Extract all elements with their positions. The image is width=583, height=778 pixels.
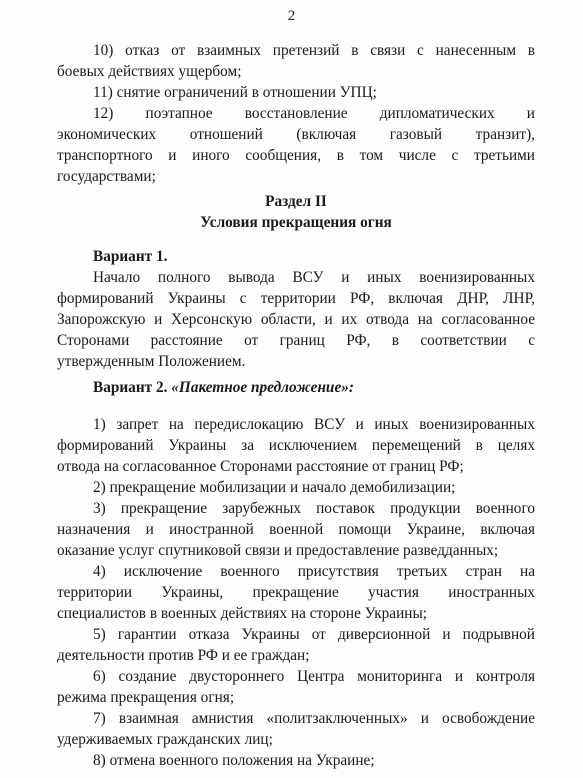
variant-1-line-2: формирований Украины с территории РФ, включая ДНР, ЛНР, — [57, 290, 535, 307]
variant-2-heading — [57, 378, 571, 398]
section-title: Условия прекращения огня — [200, 214, 392, 231]
v2-item-7-line-2: удерживаемых гражданских лиц; — [57, 731, 273, 748]
v2-item-4-line-1: 4) исключение военного присутствия третьих стран на — [93, 563, 535, 580]
page-number: 2 — [287, 8, 296, 24]
variant-1-line-1: Начало полного вывода ВСУ и иных военизированных — [93, 269, 535, 286]
v2-item-5-line-1: 5) гарантии отказа Украины от диверсионной и подрывной — [93, 626, 535, 643]
item-12-line-3: транспортного и иного сообщения, в том числе с третьими — [57, 147, 535, 164]
item-10-line-2: боевых действиях ущербом; — [57, 63, 242, 80]
variant-1-heading: Вариант 1. — [93, 248, 168, 265]
v2-item-2: 2) прекращение мобилизации и начало демобилизации; — [93, 479, 456, 496]
v2-item-5-line-2: деятельности против РФ и ее граждан; — [57, 647, 310, 664]
item-10-line-1: 10) отказ от взаимных претензий в связи с нанесенным в — [93, 42, 535, 59]
item-12-line-2: экономических отношений (включая газовый транзит), — [57, 126, 535, 143]
item-12-line-1: 12) поэтапное восстановление дипломатических и — [93, 105, 535, 122]
item-12-line-4: государствами; — [57, 168, 156, 185]
item-11: 11) снятие ограничений в отношении УПЦ; — [93, 84, 377, 101]
v2-item-4-line-2: территории Украины, прекращение участия иностранных — [57, 584, 535, 601]
v2-item-3-line-1: 3) прекращение зарубежных поставок продукции военного — [93, 500, 535, 517]
v2-item-4-line-3: специалистов в военных действиях на стороне Украины; — [57, 605, 427, 622]
variant-1-line-5: утвержденным Положением. — [57, 353, 246, 370]
variant-2-label: Вариант 2. — [93, 379, 168, 396]
v2-item-7-line-1: 7) взаимная амнистия «политзаключенных» и освобождение — [93, 710, 535, 727]
v2-item-1-line-2: формирований Украины за исключением перемещений в целях — [57, 437, 535, 454]
variant-1-line-4: Сторонами расстояние от границ РФ, в соответствии с — [57, 332, 535, 349]
v2-item-1-line-3: отвода на согласованное Сторонами расстояние от границ РФ; — [57, 458, 464, 475]
v2-item-3-line-3: оказание услуг спутниковой связи и предоставление разведданных; — [57, 542, 499, 559]
v2-item-3-line-2: назначения и иностранной военной помощи Украине, включая — [57, 521, 535, 538]
variant-1-line-3: Запорожскую и Херсонскую области, и их отвода на согласованное — [57, 311, 535, 328]
section-number: Раздел II — [265, 193, 327, 210]
v2-item-6-line-2: режима прекращения огня; — [57, 689, 235, 706]
v2-item-1-line-1: 1) запрет на передислокацию ВСУ и иных военизированных — [93, 416, 535, 433]
variant-2-italic-title: «Пакетное предложение»: — [171, 379, 354, 396]
v2-item-8: 8) отмена военного положения на Украине; — [93, 752, 375, 769]
v2-item-6-line-1: 6) создание двустороннего Центра мониторинга и контроля — [93, 668, 535, 685]
